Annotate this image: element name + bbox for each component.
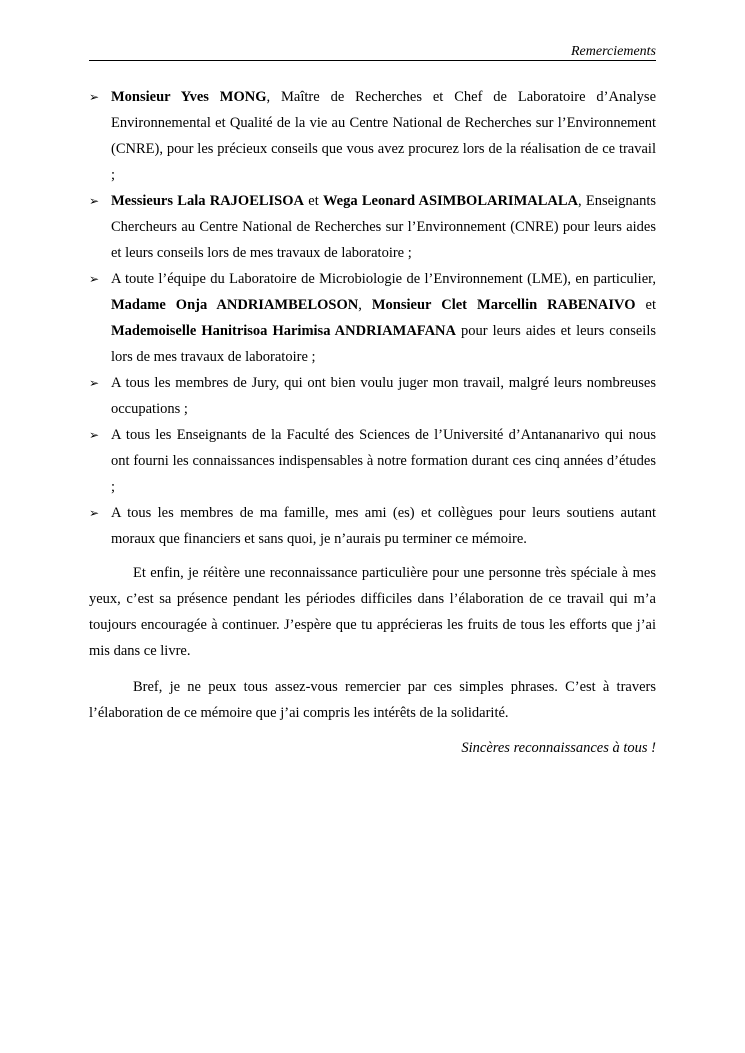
text-segment: A tous les membres de Jury, qui ont bien voulu juger mon travail, malgré leurs nombreuses occupations ; <box>111 375 656 417</box>
bold-name-segment: Wega Leonard ASIMBOLARIMALALA <box>322 193 579 209</box>
header-rule <box>89 60 656 61</box>
bold-name-segment: Messieurs Lala RAJOELISOA <box>111 193 304 209</box>
list-item <box>89 266 656 370</box>
list-item-text <box>111 193 656 261</box>
text-segment: pour leurs aides et leurs conseils lors de mes travaux de laboratoire ; <box>111 323 657 365</box>
bold-name-segment: Monsieur Clet Marcellin RABENAIVO <box>371 297 636 313</box>
list-item-text <box>111 505 656 547</box>
list-item <box>89 188 656 266</box>
list-item-text <box>111 375 656 417</box>
bold-name-segment: Monsieur Yves MONG <box>111 89 267 105</box>
bold-name-segment: Mademoiselle Hanitrisoa Harimisa ANDRIAMAFANA <box>111 323 457 339</box>
paragraph-gratitude-special: Et enfin, je réitère une reconnaissance particulière pour une personne très spéciale à mes yeux, c’est sa présence pendant les périodes difficiles dans l’élaboration de ce travail qui m’a toujours encouragée à continuer. J’espère que tu apprécieras les fruits de tous les efforts que j’ai mis dans ce livre. <box>89 565 656 659</box>
text-segment: A toute l’équipe du Laboratoire de Microbiologie de l’Environnement (LME), en particulier, <box>111 271 656 287</box>
list-item-text <box>111 427 656 495</box>
paragraph-closing-remarks: Bref, je ne peux tous assez-vous remercier par ces simples phrases. C’est à travers l’élaboration de ce mémoire que j’ai compris les intérêts de la solidarité. <box>89 679 656 721</box>
text-segment: , <box>358 297 372 313</box>
list-item <box>89 84 656 188</box>
arrowhead-bullet-icon: ➢ <box>89 90 100 104</box>
arrowhead-bullet-icon: ➢ <box>89 428 100 442</box>
list-item <box>89 422 656 500</box>
list-item-text <box>111 271 656 365</box>
page-header-title: Remerciements <box>571 44 656 59</box>
list-item <box>89 500 656 552</box>
closing-signoff: Sincères reconnaissances à tous ! <box>461 740 656 756</box>
bold-name-segment: Madame Onja ANDRIAMBELOSON <box>111 297 359 313</box>
text-segment: A tous les membres de ma famille, mes ami (es) et collègues pour leurs soutiens autant moraux que financiers et sans quoi, je n’aurais pu terminer ce mémoire. <box>111 505 656 547</box>
text-segment: A tous les Enseignants de la Faculté des Sciences de l’Université d’Antananarivo qui nous ont fourni les connaissances indispensables à notre formation durant ces cinq années d’études ; <box>111 427 656 495</box>
acknowledgement-list <box>89 84 656 552</box>
list-item-text <box>111 89 656 183</box>
arrowhead-bullet-icon: ➢ <box>89 376 100 390</box>
arrowhead-bullet-icon: ➢ <box>89 272 100 286</box>
text-segment: et <box>304 193 323 209</box>
arrowhead-bullet-icon: ➢ <box>89 506 100 520</box>
text-segment: et <box>635 297 657 313</box>
text-segment: , Enseignants Chercheurs au Centre National de Recherches sur l’Environnement (CNRE) pour leurs aides et leurs conseils lors de mes travaux de laboratoire ; <box>111 193 656 261</box>
list-item <box>89 370 656 422</box>
text-segment: , Maître de Recherches et Chef de Laboratoire d’Analyse Environnemental et Qualité de la vie au Centre National de Recherches sur l’Environnement (CNRE), pour les précieux conseils que vous avez procurez lors de la réalisation de ce travail ; <box>111 89 657 183</box>
arrowhead-bullet-icon: ➢ <box>89 194 100 208</box>
